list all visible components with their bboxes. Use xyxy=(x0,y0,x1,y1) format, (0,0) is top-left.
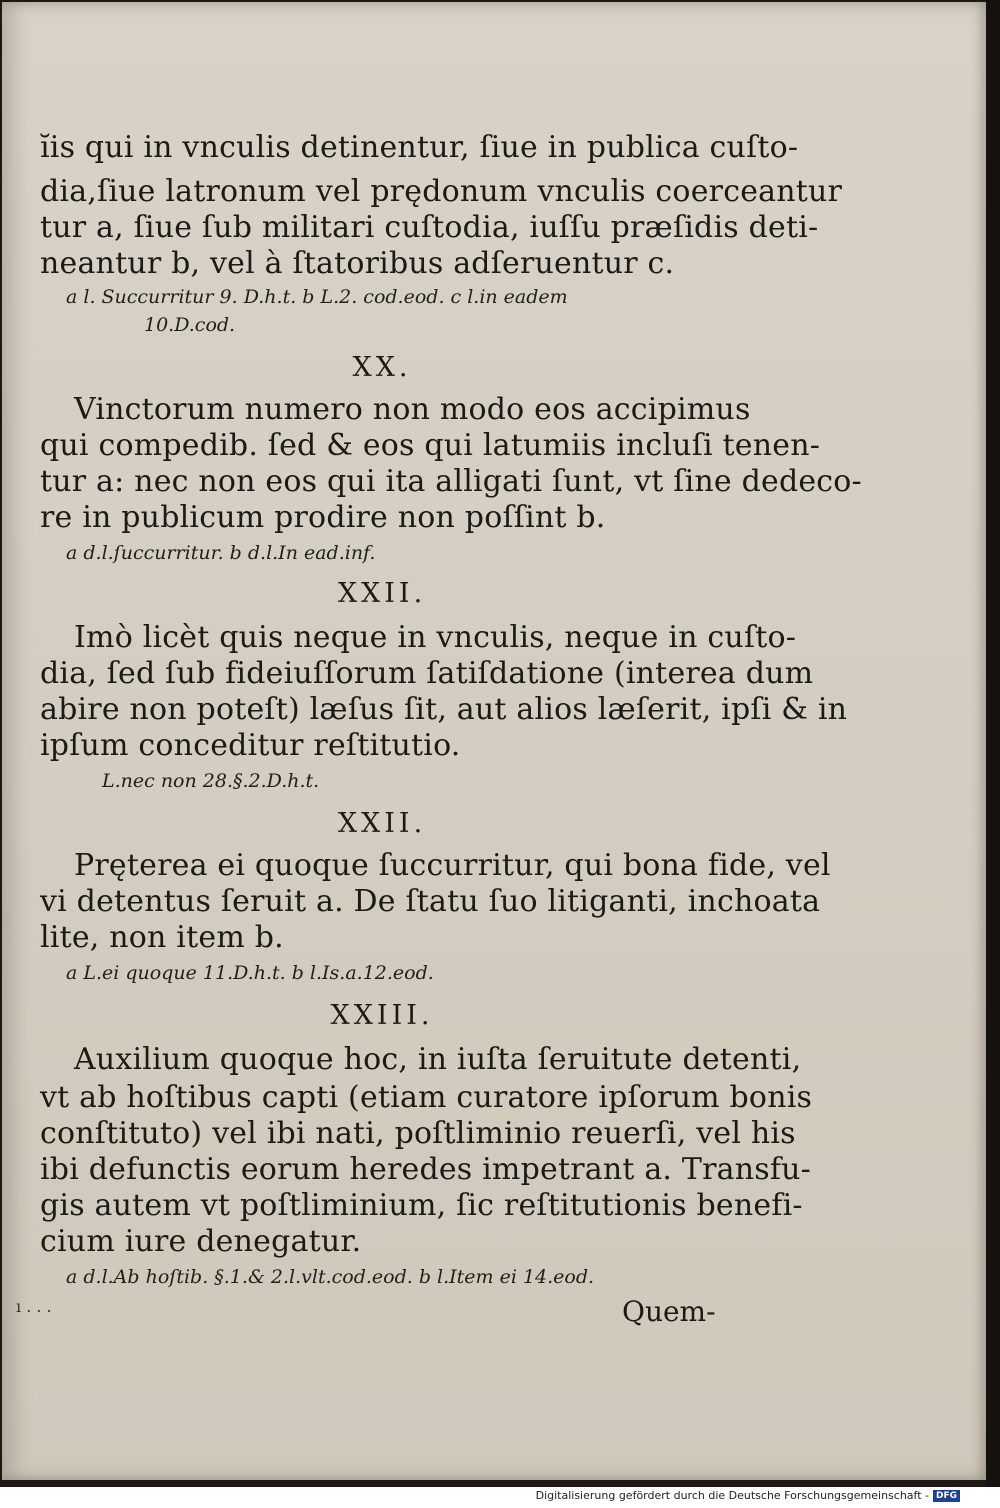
text-line: vi detentus ſeruit a. De ſtatu ſuo litiganti, inchoata xyxy=(40,884,821,919)
text-line: Vinctorum numero non modo eos accipimus xyxy=(74,392,751,427)
text-line: Pręterea ei quoque ſuccurritur, qui bona fide, vel xyxy=(74,848,831,883)
footnote-line: 10.D.cod. xyxy=(144,314,236,336)
text-line: qui compedib. ſed & eos qui latumiis incluſi tenen- xyxy=(40,428,821,463)
text-line: ibi defunctis eorum heredes impetrant a. Transfu- xyxy=(40,1152,812,1187)
credit-text: Digitalisierung gefördert durch die Deutsche Forschungsgemeinschaft - xyxy=(535,1489,929,1502)
text-line: conſtituto) vel ibi nati, poſtliminio reuerſi, vel his xyxy=(40,1116,796,1151)
footnote-line: a l. Succurritur 9. D.h.t. b L.2. cod.eod. c l.in eadem xyxy=(66,286,568,308)
text-line: tur a, ſiue ſub militari cuſtodia, iuſſu præſidis deti- xyxy=(40,210,819,245)
text-line: ĭis qui in vnculis detinentur, ſiue in publica cuſto- xyxy=(40,130,799,165)
footnote-line: a d.l.ſuccurritur. b d.l.In ead.inf. xyxy=(66,542,376,564)
text-line: re in publicum prodire non poſſint b. xyxy=(40,500,606,535)
digitization-credit xyxy=(536,1489,960,1502)
text-line: cium iure denegatur. xyxy=(40,1224,362,1259)
text-line: dia, ſed ſub fideiuſſorum ſatiſdatione (interea dum xyxy=(40,656,814,691)
text-line: ipſum conceditur reſtitutio. xyxy=(40,728,461,763)
stray-marks: ı . . . xyxy=(16,1297,52,1316)
text-line: Imò licèt quis neque in vnculis, neque in cuſto- xyxy=(74,620,797,655)
book-page xyxy=(2,2,986,1480)
dfg-logo-icon: DFG xyxy=(933,1490,960,1502)
section-heading: XXII. xyxy=(337,808,427,839)
text-line: lite, non item b. xyxy=(40,920,284,955)
section-heading: XXII. xyxy=(337,578,427,609)
footnote-line: a L.ei quoque 11.D.h.t. b l.Is.a.12.eod. xyxy=(66,962,434,984)
text-line: dia,ſiue latronum vel prędonum vnculis coerceantur xyxy=(40,174,843,209)
section-heading: XXIII. xyxy=(330,1000,434,1031)
section-heading: XX. xyxy=(352,352,412,383)
catchword: Quem- xyxy=(622,1295,716,1328)
text-line: tur a: nec non eos qui ita alligati ſunt, vt ſine dedeco- xyxy=(40,464,862,499)
text-line: vt ab hoſtibus capti (etiam curatore ipſorum bonis xyxy=(40,1080,813,1115)
footnote-line: a d.l.Ab hoſtib. §.1.& 2.l.vlt.cod.eod. b l.Item ei 14.eod. xyxy=(66,1266,595,1288)
book-edge xyxy=(986,0,1000,1487)
footnote-line: L.nec non 28.§.2.D.h.t. xyxy=(102,770,320,792)
text-line: abire non poteſt) læſus ſit, aut alios læſerit, ipſi & in xyxy=(40,692,848,727)
text-line: Auxilium quoque hoc, in iuſta ſeruitute detenti, xyxy=(74,1042,802,1077)
text-line: neantur b, vel à ſtatoribus adſeruentur c. xyxy=(40,246,675,281)
text-line: gis autem vt poſtliminium, ſic reſtitutionis benefi- xyxy=(40,1188,803,1223)
